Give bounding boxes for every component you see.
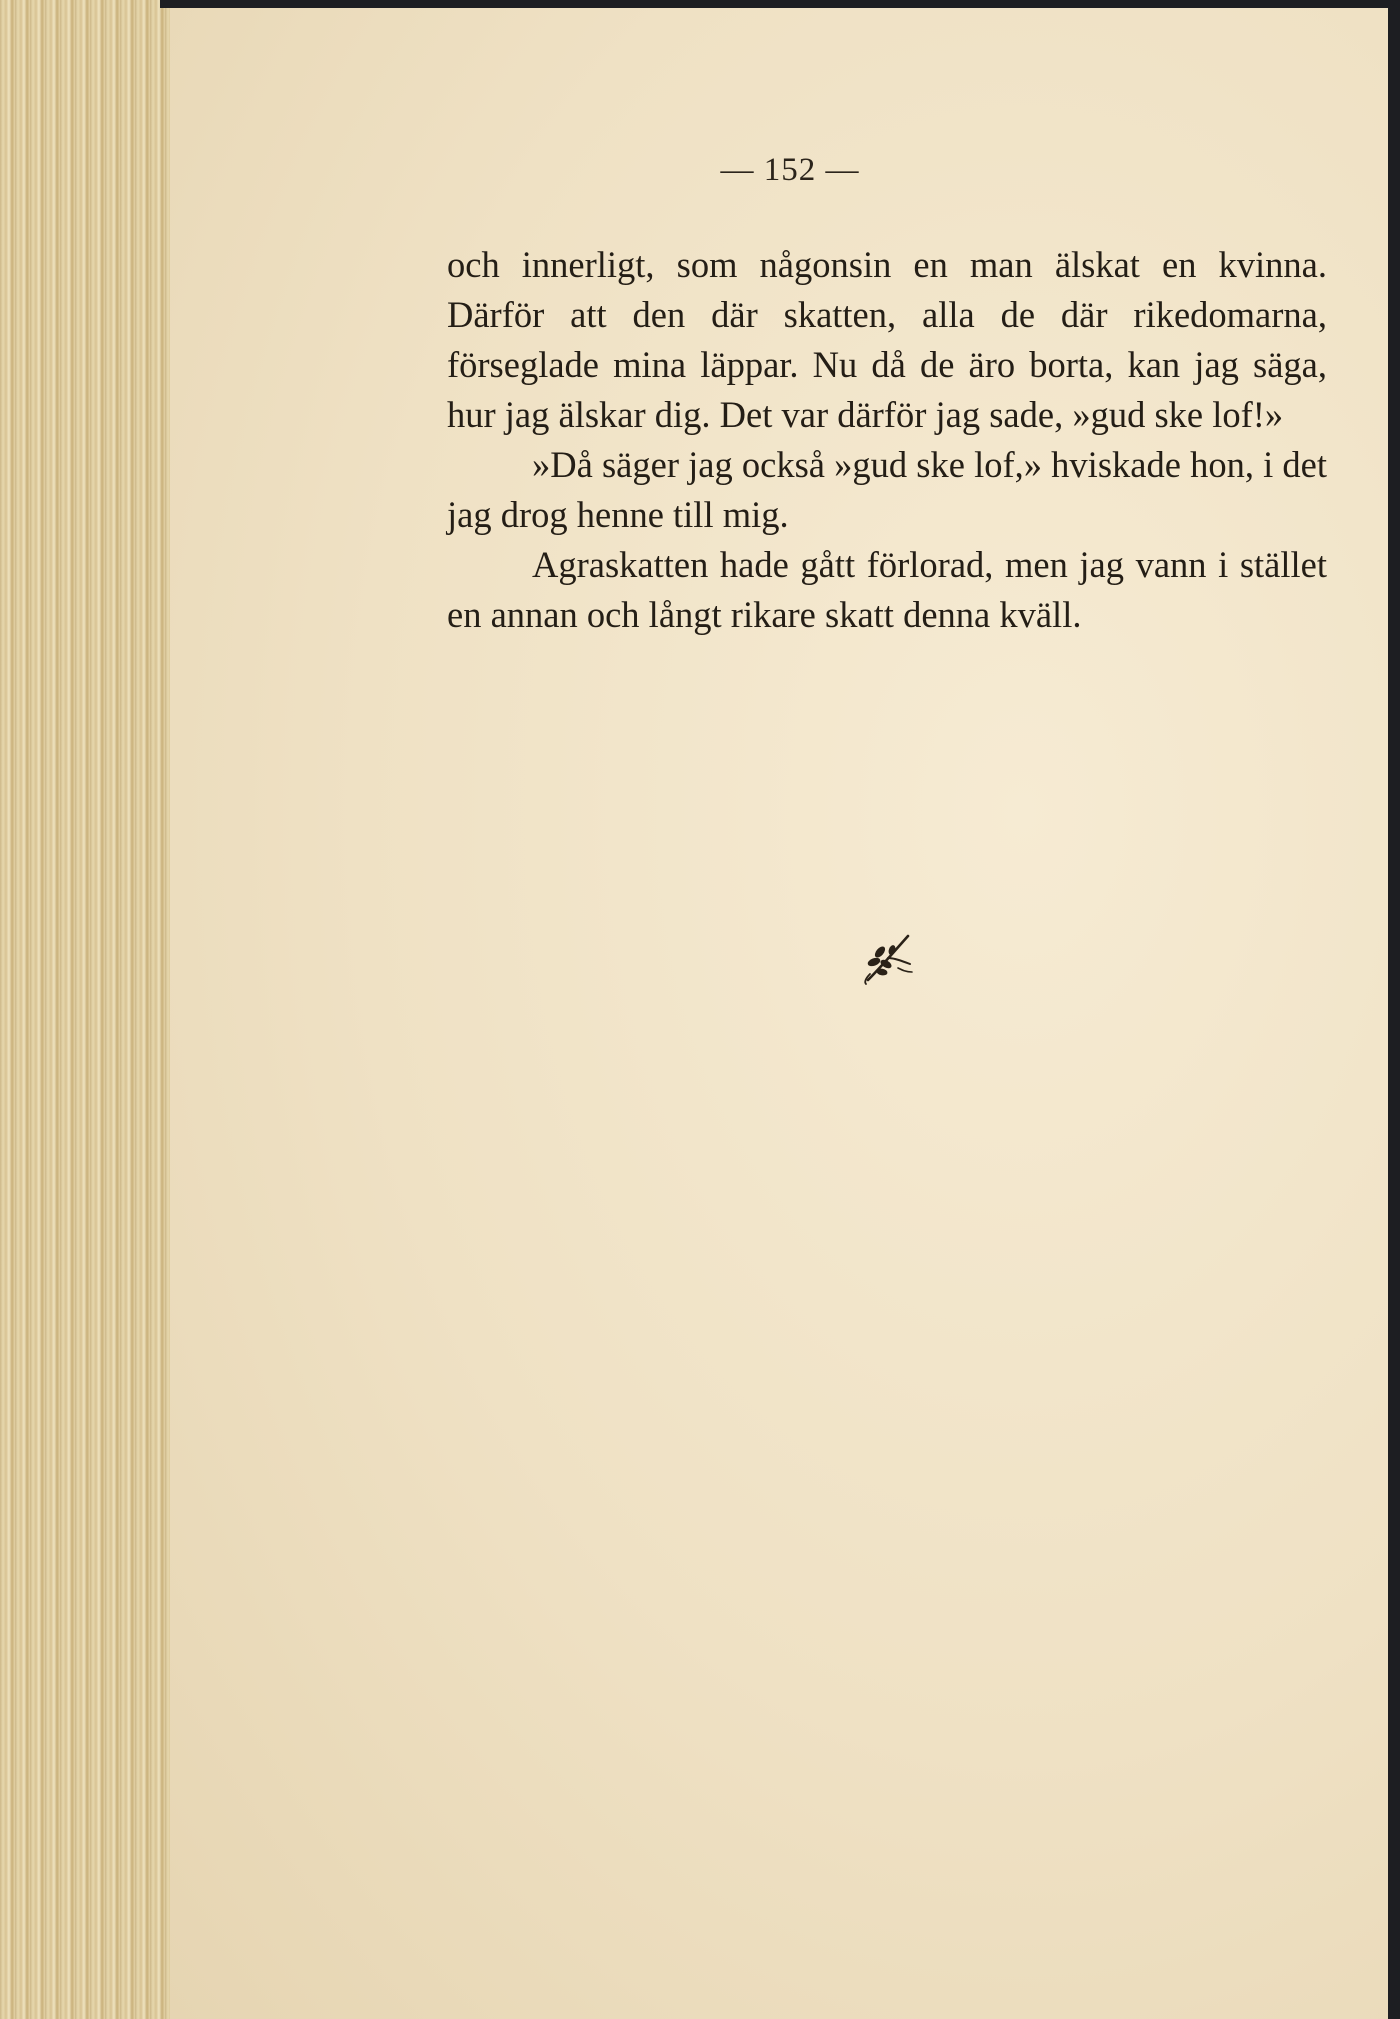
- floral-ornament-icon: [858, 928, 918, 988]
- page-number: — 152 —: [720, 152, 860, 188]
- paragraph-2: »Då säger jag också »gud ske lof,» hviskade hon, i det jag drog henne till mig.: [447, 444, 1327, 535]
- top-border: [160, 0, 1400, 8]
- paragraph-3: Agraskatten hade gått förlorad, men jag vann i stället en annan och långt rikare skatt denna kväll.: [447, 544, 1327, 635]
- right-border: [1388, 0, 1400, 2019]
- paragraph-1: och innerligt, som någonsin en man älskat en kvinna. Därför att den där skatten, alla de där rikedomarna, förseglade mina läppar. Nu då de äro borta, kan jag säga, hur jag älskar dig. Det var därför jag sade, »gud ske lof!»: [447, 244, 1327, 435]
- body-text: [447, 240, 1327, 640]
